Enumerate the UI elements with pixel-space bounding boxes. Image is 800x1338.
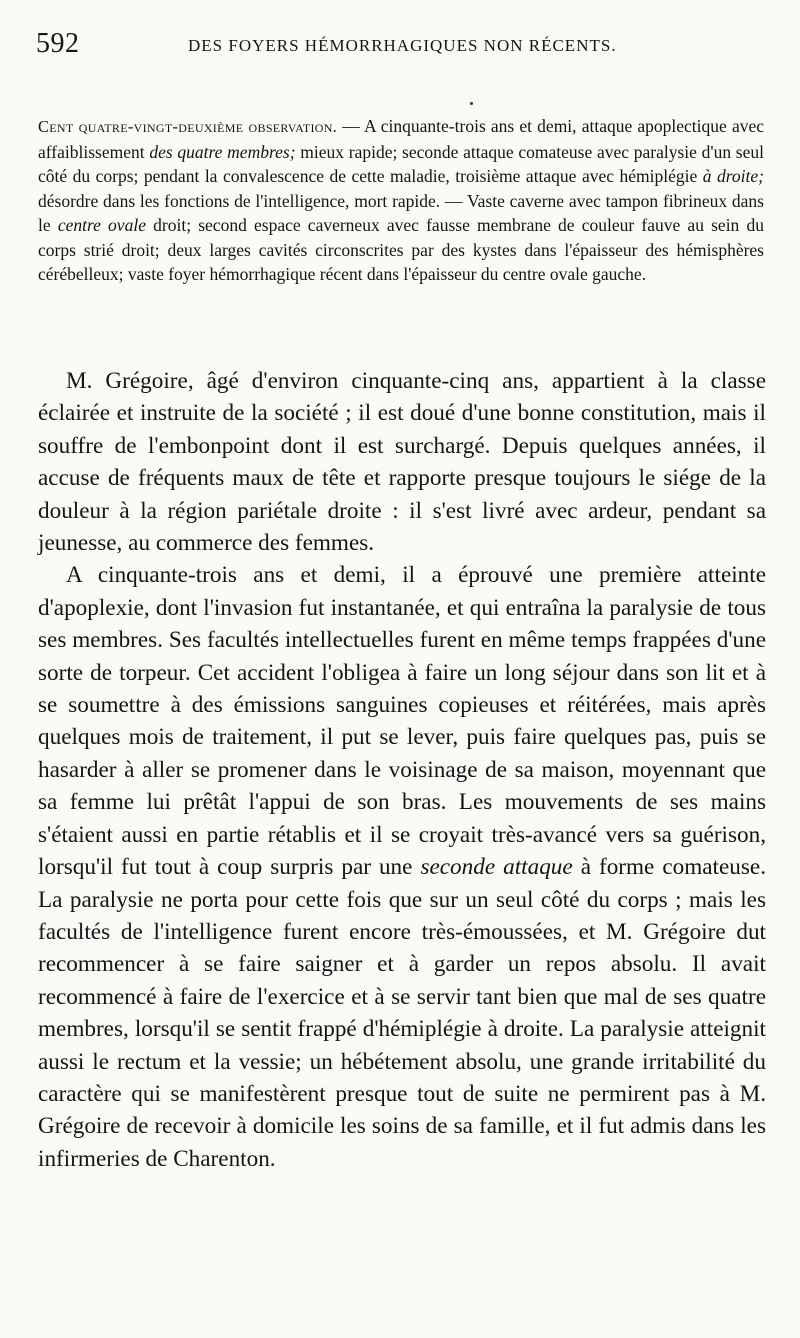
page-number: 592: [36, 28, 80, 59]
observation-text: — A cinquante-trois ans et demi, attaque apoplectique avec affaiblissement: [38, 116, 764, 162]
page-header: [36, 28, 764, 60]
printer-dot: [470, 102, 473, 105]
observation-italic: à droite;: [702, 166, 764, 186]
observation-text: désordre dans les fonctions de l'intelligence, mort rapide. — Vaste caverne avec tampon fibrineux dans le: [38, 190, 764, 235]
paragraph: M. Grégoire, âgé d'environ cinquante-cinq ans, appartient à la classe éclairée et instruite de la société ; il est doué d'une bonne constitution, mais il souffre de l'embonpoint dont il est surchargé. Depuis quelques années, il accuse de fréquents maux de tête et rapporte presque toujours le siége de la douleur à la région pariétale droite : il s'est livré avec ardeur, pendant sa jeunesse, au commerce des femmes.: [38, 368, 766, 557]
observation-text: droit; second espace caverneux avec fausse membrane de couleur fauve au sein du corps strié droit; deux larges cavités circonscrites par des kystes dans l'épaisseur des hémisphères cérébelleux; vaste foyer hémorrhagique récent dans l'épaisseur du centre ovale gauche.: [38, 215, 764, 284]
paragraph-text: à forme comateuse. La paralysie ne porta pour cette fois que sur un seul côté du corps ; mais les facultés de l'intelligence furent encore très-émoussées, et M. Grégoire dut recommencer à se faire saigner et à garder un repos absolu. Il avait recommencé à faire de l'exercice et à se servir tant bien que mal de ses quatre membres, lorsqu'il se sentit frappé d'hémiplégie à droite. La paralysie atteignit aussi le rectum et la vessie; un hébétement absolu, une grande irritabilité du caractère qui se manifestèrent presque tout de suite ne permirent pas à M. Grégoire de recevoir à domicile les soins de sa famille, et il fut admis dans les infirmeries de Charenton.: [38, 854, 767, 1172]
observation-text: mieux rapide; seconde attaque comateuse avec paralysie d'un seul côté du corps; pendant la convalescence de cette maladie, troisième attaque avec hémiplégie: [38, 141, 764, 186]
observation-italic: centre ovale: [57, 215, 146, 235]
body-text: [38, 365, 766, 1175]
paragraph-text: A cinquante-trois ans et demi, il a éprouvé une première atteinte d'apoplexie, dont l'invasion fut instantanée, et qui entraîna la paralysie de tous ses membres. Ses facultés intellectuelles furent en même temps frappées d'une sorte de torpeur. Cet accident l'obligea à faire un long séjour dans son lit et à se soumettre à des émissions sanguines copieuses et réitérées, mais après quelques mois de traitement, il put se lever, puis faire quelques pas, puis se hasarder à aller se promener dans le voisinage de sa maison, moyennant que sa femme lui prêtât l'appui de son bras. Les mouvements de ses mains s'étaient aussi en partie rétablis et il se croyait très-avancé vers sa guérison, lorsqu'il fut tout à coup surpris par une: [38, 562, 766, 881]
paragraph-italic: seconde attaque: [420, 854, 573, 881]
running-title: DES FOYERS HÉMORRHAGIQUES NON RÉCENTS.: [188, 36, 617, 55]
paragraph: [38, 559, 766, 1175]
observation-label: Cent quatre-vingt-deuxième observation.: [38, 117, 338, 136]
observation-italic: des quatre membres;: [149, 141, 296, 162]
observation-summary: [38, 114, 764, 287]
